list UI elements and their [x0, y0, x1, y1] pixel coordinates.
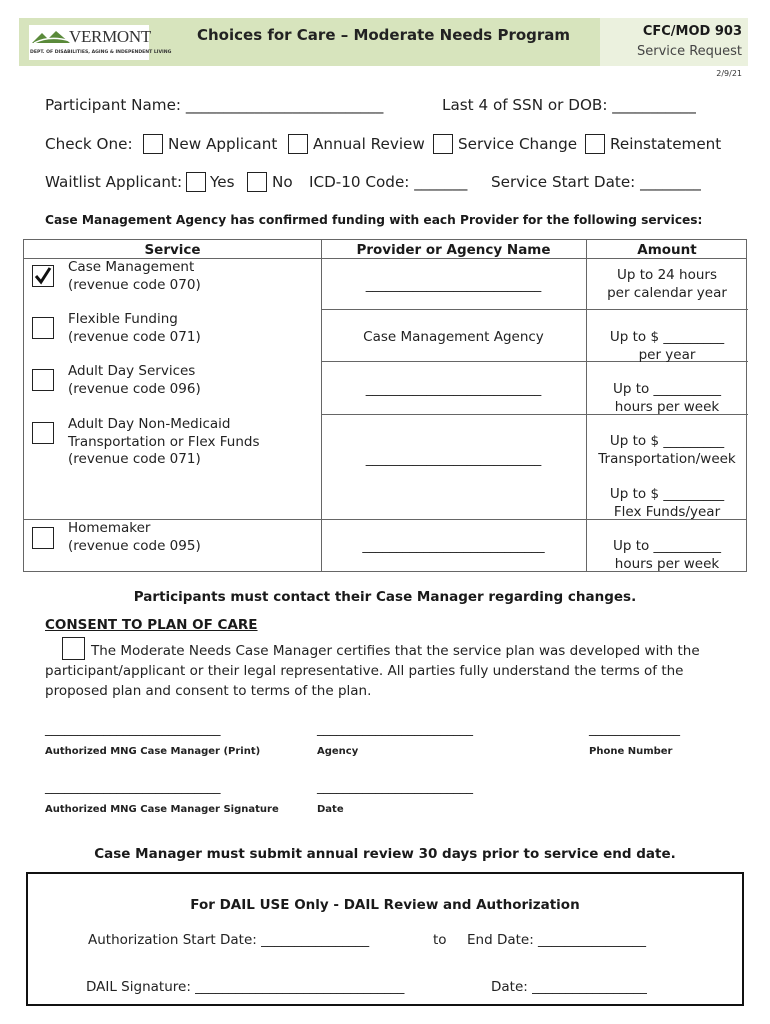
reinstatement-checkbox[interactable] [585, 134, 605, 154]
check-one-label: Check One: [45, 135, 133, 153]
header-amount: Amount [637, 242, 697, 258]
logo-wordmark: VERMONT [69, 27, 151, 46]
date-field[interactable]: ________________________ [317, 780, 473, 795]
adult-day-non-medicaid-checkbox[interactable] [32, 422, 54, 444]
to-label: to [433, 932, 447, 948]
annual-review-notice: Case Manager must submit annual review 30 days prior to service end date. [94, 846, 676, 862]
provider-field[interactable]: ___________________________ [362, 538, 545, 554]
date-label: Date [317, 804, 344, 815]
amount-field[interactable]: Up to $ _________ per year [609, 329, 725, 363]
flexible-funding-checkbox[interactable] [32, 317, 54, 339]
service-name: Adult Day Non-Medicaid Transportation or Flex Funds (revenue code 071) [68, 416, 260, 467]
cm-print-field[interactable]: ___________________________ [45, 722, 221, 737]
service-change-label: Service Change [458, 135, 578, 153]
cm-signature-label: Authorized MNG Case Manager Signature [45, 804, 279, 815]
logo-subtitle: DEPT. OF DISABILITIES, AGING & INDEPENDENT LIVING [30, 50, 172, 55]
participant-name-field[interactable]: Participant Name: __________________________ [45, 96, 384, 114]
dail-date-field[interactable]: Date: _________________ [491, 979, 647, 995]
amount-text: Up to 24 hours per calendar year [607, 267, 727, 301]
cm-signature-field[interactable]: ___________________________ [45, 780, 221, 795]
checkmark-icon [33, 266, 53, 286]
waitlist-no-checkbox[interactable] [247, 172, 267, 192]
auth-start-date-field[interactable]: Authorization Start Date: ________________ [88, 932, 370, 948]
row-divider [321, 309, 748, 310]
mountain-icon [32, 27, 72, 47]
transportation-amount-field[interactable]: Up to $ _________ Transportation/week [598, 433, 736, 467]
dail-signature-field[interactable]: DAIL Signature: _______________________________ [86, 979, 405, 995]
waitlist-no-label: No [272, 173, 293, 191]
phone-label: Phone Number [589, 746, 673, 757]
consent-text-line1: The Moderate Needs Case Manager certifies that the service plan was developed with the [91, 643, 700, 659]
service-change-checkbox[interactable] [433, 134, 453, 154]
services-table [23, 239, 747, 572]
consent-text-line2: participant/applicant or their legal representative. All parties fully understand the terms of the [45, 663, 684, 679]
form-name: Service Request [637, 44, 742, 59]
flex-funds-amount-field[interactable]: Up to $ _________ Flex Funds/year [609, 486, 725, 520]
service-name: Case Management (revenue code 070) [68, 259, 201, 293]
provider-field[interactable]: __________________________ [365, 451, 542, 467]
header-service: Service [144, 242, 201, 258]
service-start-date-field[interactable]: Service Start Date: ________ [491, 173, 701, 191]
new-applicant-checkbox[interactable] [143, 134, 163, 154]
icd10-field[interactable]: ICD-10 Code: _______ [309, 173, 468, 191]
service-name: Flexible Funding (revenue code 071) [68, 311, 201, 345]
ssn-dob-field[interactable]: Last 4 of SSN or DOB: ___________ [442, 96, 696, 114]
annual-review-checkbox[interactable] [288, 134, 308, 154]
service-name: Adult Day Services (revenue code 096) [68, 363, 201, 397]
phone-field[interactable]: ______________ [589, 722, 680, 737]
contact-notice: Participants must contact their Case Manager regarding changes. [133, 589, 637, 605]
new-applicant-label: New Applicant [168, 135, 278, 153]
reinstatement-label: Reinstatement [610, 135, 722, 153]
consent-checkbox[interactable] [62, 637, 85, 660]
confirm-statement: Case Management Agency has confirmed funding with each Provider for the following services: [45, 213, 703, 227]
header-provider: Provider or Agency Name [356, 242, 551, 258]
service-name: Homemaker (revenue code 095) [68, 520, 201, 554]
provider-field[interactable]: __________________________ [365, 381, 542, 397]
case-management-checkbox[interactable] [32, 265, 54, 287]
form-code: CFC/MOD 903 [642, 24, 742, 39]
end-date-field[interactable]: End Date: ________________ [467, 932, 647, 948]
cm-print-label: Authorized MNG Case Manager (Print) [45, 746, 261, 757]
waitlist-yes-label: Yes [210, 173, 235, 191]
waitlist-label: Waitlist Applicant: [45, 173, 183, 191]
adult-day-services-checkbox[interactable] [32, 369, 54, 391]
revision-date: 2/9/21 [716, 69, 742, 78]
amount-field[interactable]: Up to __________ hours per week [612, 381, 722, 415]
page-title: Choices for Care – Moderate Needs Program [197, 26, 571, 44]
dail-title: For DAIL USE Only - DAIL Review and Authorization [190, 897, 580, 913]
consent-heading: CONSENT TO PLAN OF CARE [45, 617, 258, 633]
homemaker-checkbox[interactable] [32, 527, 54, 549]
consent-text-line3: proposed plan and consent to terms of the plan. [45, 683, 372, 699]
agency-label: Agency [317, 746, 359, 757]
provider-field[interactable]: __________________________ [365, 277, 542, 293]
waitlist-yes-checkbox[interactable] [186, 172, 206, 192]
agency-field[interactable]: ________________________ [317, 722, 473, 737]
provider-name: Case Management Agency [363, 329, 544, 345]
amount-field[interactable]: Up to __________ hours per week [612, 538, 722, 572]
annual-review-label: Annual Review [313, 135, 425, 153]
